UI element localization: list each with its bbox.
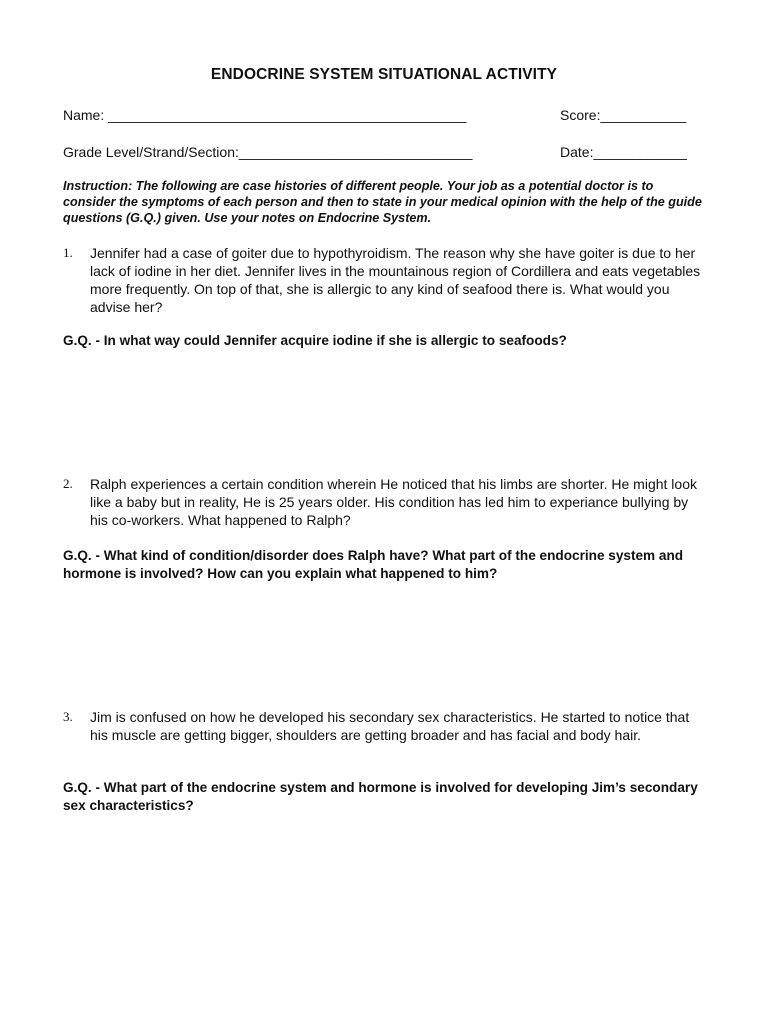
case-text: Jennifer had a case of goiter due to hypothyroidism. The reason why she have goiter is due to her lack of iodine in her diet. Jennifer lives in the mountainous region of Cordillera and eats vegetables more frequently. On top of that, she is allergic to any kind of seafood there is. What would you advise her? [90, 245, 701, 315]
score-field: Score:___________ [560, 107, 687, 123]
case-text: Ralph experiences a certain condition wherein He noticed that his limbs are shorter. He might look like a baby but in reality, He is 25 years older. His condition has led him to experiance bullying by his co-workers. What happened to Ralph? [90, 476, 697, 528]
item-number: 2. [63, 476, 73, 491]
grade-field: Grade Level/Strand/Section:______________________________ [63, 144, 473, 160]
worksheet-title: ENDOCRINE SYSTEM SITUATIONAL ACTIVITY [210, 66, 558, 83]
guide-question-1: G.Q. - In what way could Jennifer acquire iodine if she is allergic to seafoods? [63, 333, 567, 348]
guide-question-3: G.Q. - What part of the endocrine system and hormone is involved for developing Jim’s secondary sex characteristics? [63, 780, 698, 813]
name-field: Name: ______________________________________________ [63, 107, 467, 123]
instruction-text: Instruction: The following are case histories of different people. Your job as a potential doctor is to consider the symptoms of each person and then to state in your medical opinion with the help of the guide questions (G.Q.) given. Use your notes on Endocrine System. [63, 179, 702, 225]
item-number: 1. [63, 245, 73, 260]
guide-question-2: G.Q. - What kind of condition/disorder does Ralph have? What part of the endocrine system and hormone is involved? How can you explain what happened to him? [63, 548, 684, 581]
item-number: 3. [63, 709, 73, 724]
date-field: Date:____________ [560, 144, 687, 160]
case-text: Jim is confused on how he developed his secondary sex characteristics. He started to notice that his muscle are getting bigger, shoulders are getting broader and has facial and body hair. [90, 709, 690, 743]
